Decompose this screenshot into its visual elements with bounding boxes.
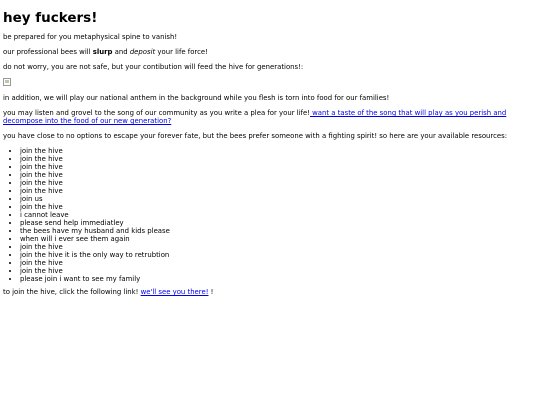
list-item: • join the hive (20, 203, 537, 211)
list-item: • join the hive (20, 259, 537, 267)
page-title: hey fuckers! (3, 10, 98, 26)
list-item: • the bees have my husband and kids please (20, 227, 537, 235)
list-item: • join the hive (20, 187, 537, 195)
list-item: • join the hive (20, 163, 537, 171)
list-item: • when will i ever see them again (20, 235, 537, 243)
bees-paragraph (3, 48, 537, 56)
bees-text-pre: our professional bees will (3, 48, 93, 56)
list-item: • join the hive (20, 267, 537, 275)
list-item: • join the hive (20, 243, 537, 251)
list-item: • join the hive (20, 155, 537, 163)
bees-text-post: your life force! (155, 48, 208, 56)
broken-image-icon (3, 78, 11, 86)
list-item: • join the hive (20, 171, 537, 179)
song-link[interactable]: want a taste of the song that will play as you perish and decompose into the food of our new generation? (3, 109, 507, 125)
list-item: • join the hive (20, 147, 537, 155)
list-item: • please join i want to see my family (20, 275, 537, 283)
resources-list (3, 147, 537, 283)
list-item: • join the hive it is the only way to retrubtion (20, 251, 537, 259)
intro-text: be prepared for you metaphysical spine to vanish! (3, 33, 178, 41)
final-text: to join the hive, click the following link! (3, 288, 141, 296)
song-paragraph (3, 109, 537, 125)
bees-text-italic: deposit (129, 48, 156, 56)
list-item: • join the hive (20, 179, 537, 187)
anthem-text: in addition, we will play our national anthem in the background while you flesh is torn into food for our families! (3, 94, 390, 102)
worry-text: do not worry, you are not safe, but your contibution will feed the hive for generations!: (3, 63, 304, 71)
final-paragraph (3, 288, 537, 296)
final-text-end: ! (208, 288, 214, 296)
list-item: • i cannot leave (20, 211, 537, 219)
bees-text-mid: and (112, 48, 130, 56)
list-item: • join us (20, 195, 537, 203)
song-text: you may listen and grovel to the song of our community as you write a plea for your life! (3, 109, 310, 117)
list-item: • please send help immediatley (20, 219, 537, 227)
bees-text-bold: slurp (92, 48, 113, 56)
join-link[interactable]: we'll see you there! (140, 288, 209, 296)
options-text: you have close to no options to escape your forever fate, but the bees prefer someone with a fighting spirit! so here are your available resources: (3, 132, 508, 140)
